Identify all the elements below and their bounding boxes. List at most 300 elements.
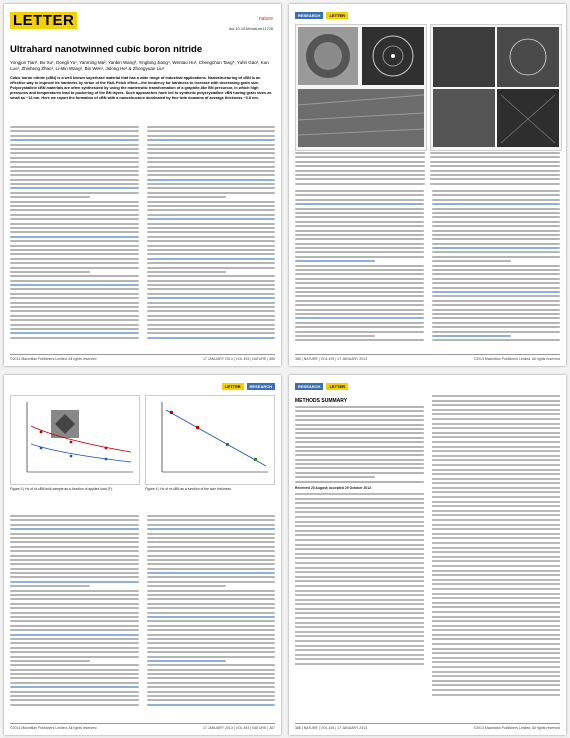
text-line [295, 649, 424, 651]
body-column-left [295, 190, 424, 350]
text-line [147, 209, 276, 211]
text-line [295, 580, 424, 582]
text-line [147, 515, 276, 517]
figure-2-caption [430, 152, 560, 186]
body-text-columns [295, 190, 560, 350]
text-line [432, 404, 561, 406]
research-badge: RESEARCH [247, 383, 275, 390]
figure-3-plot [10, 395, 140, 485]
text-line [147, 297, 276, 299]
text-line [295, 304, 424, 306]
text-line [295, 406, 424, 408]
figure-4-caption: Figure 4 | Hv of nt-cBN as a function of the twin thickness. [145, 487, 233, 491]
text-line [10, 677, 139, 679]
footer-copyright: ©2013 Macmillan Publishers Limited. All rights reserved [473, 726, 560, 730]
text-line [295, 654, 424, 656]
text-line [295, 511, 424, 513]
text-line [147, 319, 276, 321]
text-line [10, 528, 139, 530]
text-line [432, 287, 561, 289]
text-line [432, 671, 561, 673]
text-line [295, 221, 424, 223]
text-line [295, 428, 424, 430]
text-line [432, 326, 561, 328]
research-badge: RESEARCH [295, 12, 323, 19]
text-line [432, 542, 561, 544]
body-column-right [432, 190, 561, 350]
reference-list-left [295, 493, 424, 665]
text-line [10, 328, 139, 330]
text-line [10, 660, 90, 662]
text-line [295, 326, 424, 328]
text-line [147, 302, 276, 304]
text-line [147, 223, 276, 225]
text-line [295, 626, 424, 628]
text-line [147, 328, 276, 330]
text-line [147, 691, 276, 693]
text-line [147, 267, 276, 269]
text-line [432, 606, 561, 608]
text-line [10, 612, 139, 614]
text-line [432, 643, 561, 645]
text-line [432, 629, 561, 631]
text-line [432, 661, 561, 663]
text-line [147, 187, 276, 189]
text-line [432, 510, 561, 512]
text-line [295, 339, 424, 341]
text-line [147, 533, 276, 535]
text-line [147, 660, 227, 662]
text-line [10, 236, 139, 238]
text-line [295, 225, 424, 227]
text-line [430, 156, 560, 158]
text-line [295, 170, 425, 172]
text-line [295, 282, 424, 284]
text-line [10, 227, 139, 229]
text-line [295, 260, 375, 262]
text-line [432, 689, 561, 691]
hardness-vs-load-plot [11, 396, 139, 484]
text-line [432, 602, 561, 604]
text-line [147, 231, 276, 233]
text-line [432, 638, 561, 640]
text-line [295, 450, 424, 452]
footer-page-info: 386 | NATURE | VOL 493 | 17 JANUARY 2013 [295, 357, 368, 361]
text-line [147, 563, 276, 565]
footer-page-info: 388 | NATURE | VOL 493 | 17 JANUARY 2013 [295, 726, 368, 730]
text-line [295, 322, 424, 324]
text-line [147, 616, 276, 618]
footer-page-info: 17 JANUARY 2013 | VOL 493 | NATURE | 387 [202, 726, 275, 730]
text-line [147, 161, 276, 163]
text-line [432, 469, 561, 471]
text-line [147, 686, 276, 688]
text-line [147, 315, 276, 317]
text-line [147, 537, 276, 539]
text-line [432, 194, 561, 196]
text-line [295, 441, 424, 443]
text-line [432, 675, 561, 677]
text-line [10, 214, 139, 216]
text-line [295, 216, 424, 218]
text-line [10, 223, 139, 225]
text-line [147, 590, 276, 592]
text-line [147, 258, 276, 260]
text-line [295, 557, 424, 559]
text-line [10, 603, 139, 605]
text-line [432, 560, 561, 562]
text-line [10, 550, 139, 552]
text-line [432, 331, 561, 333]
text-line [147, 682, 276, 684]
body-column-left [10, 515, 139, 715]
text-line [147, 306, 276, 308]
text-line [432, 247, 561, 249]
text-line [432, 478, 561, 480]
text-line [10, 576, 139, 578]
text-line [147, 585, 227, 587]
text-line [147, 218, 276, 220]
text-line [432, 441, 561, 443]
text-line [10, 634, 139, 636]
text-line [295, 317, 424, 319]
text-line [147, 157, 276, 159]
text-line [147, 519, 276, 521]
text-line [10, 310, 139, 312]
page-footer [10, 723, 275, 730]
text-line [10, 598, 139, 600]
text-line [147, 638, 276, 640]
text-line [295, 278, 424, 280]
text-line [432, 282, 561, 284]
text-line [295, 502, 424, 504]
text-line [10, 647, 139, 649]
text-line [432, 269, 561, 271]
text-line [10, 585, 90, 587]
text-line [432, 225, 561, 227]
author-list: Yongjun Tian¹, Bo Xu¹, Dongli Yu¹, Yanming Ma², Yanbin Wang³, Yingbing Jiang⁴, Wentao Hu¹, Chengchun Tang⁵, Yufei Gao¹, Kun Luo¹, Zhisheng Zhao¹, Li-Min Wang¹, Bin Wen¹, Julong He¹ & Zhongyuan Liu¹ [10, 60, 269, 71]
text-line [295, 331, 424, 333]
text-line [10, 288, 139, 290]
text-line [295, 300, 424, 302]
letter-badge: LETTER [326, 12, 348, 19]
text-line [430, 170, 560, 172]
text-line [295, 553, 424, 555]
text-line [147, 576, 276, 578]
text-line [295, 459, 424, 461]
text-line [430, 178, 560, 180]
text-line [10, 515, 139, 517]
text-line [10, 337, 139, 339]
text-line [432, 230, 561, 232]
text-line [147, 607, 276, 609]
text-line [10, 590, 139, 592]
page-4 [289, 375, 566, 735]
text-line [432, 634, 561, 636]
text-line [295, 437, 424, 439]
text-line [295, 269, 424, 271]
text-line [147, 262, 276, 264]
footer-copyright: ©2013 Macmillan Publishers Limited. All rights reserved [473, 357, 560, 361]
text-line [295, 265, 424, 267]
text-line [10, 192, 139, 194]
page-3 [4, 375, 281, 735]
references-column [432, 395, 561, 713]
text-line [10, 249, 139, 251]
text-line [432, 190, 561, 192]
page-badges [295, 383, 348, 390]
letter-badge: LETTER [222, 383, 244, 390]
text-line [147, 337, 276, 339]
text-line [147, 192, 276, 194]
text-line [432, 251, 561, 253]
text-line [295, 498, 424, 500]
text-line [147, 673, 276, 675]
text-line [295, 525, 424, 527]
text-line [432, 436, 561, 438]
text-line [10, 642, 139, 644]
text-line [10, 704, 139, 706]
article-title: Ultrahard nanotwinned cubic boron nitride [10, 44, 203, 55]
text-line [10, 691, 139, 693]
text-line [10, 174, 139, 176]
text-line [147, 148, 276, 150]
text-line [10, 620, 139, 622]
body-text-columns [10, 515, 275, 715]
text-line [10, 673, 139, 675]
text-line [432, 199, 561, 201]
text-line [10, 563, 139, 565]
text-line [147, 139, 276, 141]
text-line [10, 148, 139, 150]
text-line [147, 310, 276, 312]
text-line [10, 319, 139, 321]
text-line [432, 514, 561, 516]
text-line [295, 161, 425, 163]
text-line [10, 594, 139, 596]
text-line [432, 491, 561, 493]
text-line [147, 550, 276, 552]
text-line [432, 256, 561, 258]
text-line [295, 243, 424, 245]
text-line [10, 161, 139, 163]
text-line [147, 541, 276, 543]
text-line [147, 546, 276, 548]
text-line [10, 157, 139, 159]
text-line [295, 530, 424, 532]
text-line [432, 588, 561, 590]
research-badge: RESEARCH [295, 383, 323, 390]
text-line [147, 634, 276, 636]
text-line [295, 424, 424, 426]
text-line [432, 409, 561, 411]
body-column-right [147, 126, 276, 348]
text-line [432, 427, 561, 429]
text-line [295, 454, 424, 456]
text-line [147, 669, 276, 671]
text-line [432, 556, 561, 558]
text-line [10, 682, 139, 684]
text-line [10, 695, 139, 697]
text-line [10, 546, 139, 548]
text-line [432, 574, 561, 576]
text-line [147, 293, 276, 295]
text-line [147, 555, 276, 557]
text-line [432, 309, 561, 311]
text-line [432, 487, 561, 489]
letter-badge: LETTER [326, 383, 348, 390]
text-line [295, 247, 424, 249]
text-line [10, 581, 139, 583]
text-line [432, 684, 561, 686]
text-line [430, 174, 560, 176]
text-line [10, 139, 139, 141]
text-line [432, 528, 561, 530]
text-line [432, 583, 561, 585]
text-line [432, 335, 512, 337]
body-text-columns [295, 395, 560, 713]
hrtem-panels [431, 25, 561, 150]
text-line [10, 555, 139, 557]
text-line [295, 287, 424, 289]
text-line [147, 196, 227, 198]
text-line [147, 524, 276, 526]
text-line [147, 594, 276, 596]
text-line [147, 170, 276, 172]
text-line [147, 174, 276, 176]
text-line [295, 309, 424, 311]
text-line [432, 652, 561, 654]
text-line [10, 315, 139, 317]
text-line [147, 126, 276, 128]
text-line [147, 144, 276, 146]
text-line [295, 599, 424, 601]
figure-3-caption: Figure 3 | Hv of nt-cBN bulk sample as a function of applied load (F). [10, 487, 113, 491]
text-line [432, 317, 561, 319]
figure-1-image [295, 24, 427, 151]
text-line [147, 271, 227, 273]
text-line [295, 603, 424, 605]
text-line [295, 658, 424, 660]
text-line [432, 496, 561, 498]
text-line [10, 126, 139, 128]
text-line [432, 400, 561, 402]
text-line [10, 519, 139, 521]
text-line [10, 669, 139, 671]
text-line [147, 201, 276, 203]
text-line [432, 395, 561, 397]
text-line [10, 183, 139, 185]
text-line [295, 183, 425, 185]
text-line [432, 459, 561, 461]
text-line [10, 218, 139, 220]
page-footer [295, 723, 560, 730]
text-line [10, 324, 139, 326]
figure-1-caption [295, 152, 425, 186]
text-line [147, 288, 276, 290]
text-line [432, 304, 561, 306]
text-line [432, 579, 561, 581]
text-line [10, 152, 139, 154]
text-line [295, 548, 424, 550]
text-line [295, 251, 424, 253]
text-line [432, 216, 561, 218]
text-line [10, 656, 139, 658]
text-line [432, 203, 561, 205]
text-line [432, 339, 561, 341]
text-line [147, 603, 276, 605]
text-line [295, 472, 424, 474]
text-line [147, 664, 276, 666]
text-line [147, 324, 276, 326]
text-line [432, 464, 561, 466]
text-line [295, 256, 424, 258]
doi-link[interactable]: doi:10.1038/nature11728 [228, 26, 273, 31]
text-line [432, 446, 561, 448]
page-badges [222, 383, 275, 390]
text-line [295, 612, 424, 614]
text-line [295, 622, 424, 624]
page-1 [4, 4, 281, 366]
text-line [295, 194, 424, 196]
text-line [10, 664, 139, 666]
text-line [10, 629, 139, 631]
text-line [432, 501, 561, 503]
text-line [295, 295, 424, 297]
text-line [432, 616, 561, 618]
text-line [147, 528, 276, 530]
text-line [147, 332, 276, 334]
methods-text [295, 406, 424, 483]
text-line [10, 240, 139, 242]
text-line [10, 205, 139, 207]
text-line [147, 253, 276, 255]
text-line [295, 590, 424, 592]
body-column-left [10, 126, 139, 348]
journal-name: nature [258, 16, 273, 22]
text-line [432, 418, 561, 420]
text-line [10, 537, 139, 539]
text-line [10, 607, 139, 609]
text-line [295, 415, 424, 417]
footer-copyright: ©2013 Macmillan Publishers Limited. All rights reserved [10, 726, 97, 730]
text-line [147, 704, 276, 706]
text-line [10, 686, 139, 688]
text-line [295, 640, 424, 642]
text-line [295, 199, 424, 201]
text-line [295, 165, 425, 167]
methods-column [295, 395, 424, 713]
figure-4-plot [145, 395, 275, 485]
text-line [147, 130, 276, 132]
text-line [432, 648, 561, 650]
text-line [432, 473, 561, 475]
text-line [10, 179, 139, 181]
text-line [432, 455, 561, 457]
text-line [147, 620, 276, 622]
text-line [10, 187, 139, 189]
text-line [10, 293, 139, 295]
text-line [432, 625, 561, 627]
text-line [432, 524, 561, 526]
text-line [295, 178, 425, 180]
page-2 [289, 4, 566, 366]
text-line [295, 576, 424, 578]
text-line [147, 677, 276, 679]
text-line [147, 249, 276, 251]
text-line [10, 253, 139, 255]
text-line [10, 209, 139, 211]
